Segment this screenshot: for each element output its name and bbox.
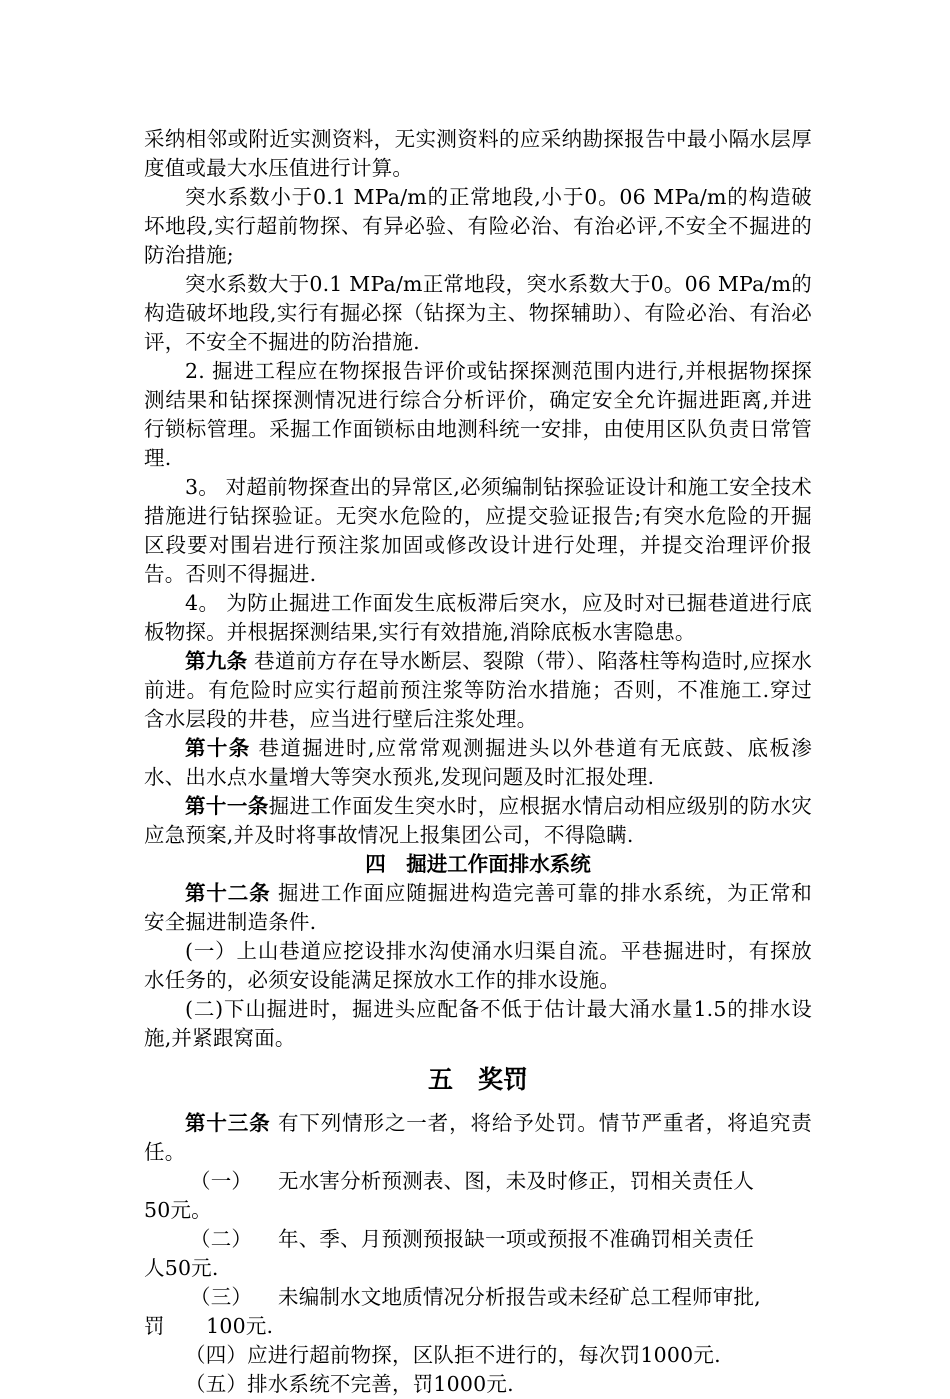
article-13: [144, 1109, 812, 1167]
paragraph: 3。 对超前物探查出的异常区,必须编制钻探验证设计和施工安全技术措施进行钻探验证。无突水危险的，应提交验证报告;有突水危险的开掘区段要对围岩进行预注浆加固或修改设计进行处理，并提交治理评价报告。否则不得掘进.: [144, 475, 812, 586]
article-label: 第十一条: [185, 794, 269, 818]
article-label: 第十条: [185, 736, 251, 760]
penalty-item: [144, 1225, 812, 1254]
document-body: [144, 125, 812, 1399]
article-12: [144, 879, 812, 937]
paragraph: 采纳相邻或附近实测资料，无实测资料的应采纳勘探报告中最小隔水层厚度值或最大水压值进行计算。: [144, 127, 812, 180]
article-text: 掘进工作面应随掘进构造完善可靠的排水系统，为正常和安全掘进制造条件.: [144, 881, 812, 934]
paragraph: (一）上山巷道应挖设排水沟使涌水归渠自流。平巷掘进时，有探放水任务的，必须安设能满足探放水工作的排水设施。: [144, 939, 812, 992]
paragraph: 2. 掘进工程应在物探报告评价或钻探探测范围内进行,并根据物探探测结果和钻探探测情况进行综合分析评价，确定安全允许掘进距离,并进行锁标管理。采掘工作面锁标由地测科统一安排，由使用区队负责日常管理.: [144, 359, 812, 470]
article-label: 第十二条: [185, 881, 271, 905]
item-text: 无水害分析预测表、图，未及时修正，罚相关责任人: [278, 1169, 755, 1193]
section-heading: 五 奖罚: [427, 1065, 528, 1094]
item-text: 年、季、月预测预报缺一项或预报不准确罚相关责任: [278, 1227, 755, 1251]
section-heading: 四 掘进工作面排水系统: [365, 852, 591, 876]
article-10: [144, 734, 812, 792]
article-text: 巷道掘进时,应常常观测掘进头以外巷道有无底鼓、底板渗水、出水点水量增大等突水预兆,发现问题及时汇报处理.: [144, 736, 812, 789]
item-label: （二）: [190, 1227, 253, 1251]
item-label: （一）: [190, 1169, 253, 1193]
article-label: 第十三条: [185, 1111, 271, 1135]
item-continuation: 50元。: [144, 1198, 212, 1222]
paragraph: 突水系数大于0.1 MPa/m正常地段，突水系数大于0。06 MPa/m的构造破坏地段,实行有掘必探（钻探为主、物探辅助）、有险必治、有治必评，不安全不掘进的防治措施.: [144, 272, 812, 354]
item-label: （三）: [190, 1285, 253, 1309]
article-9: [144, 647, 812, 734]
item-text: 未编制水文地质情况分析报告或未经矿总工程师审批,: [278, 1285, 761, 1309]
item-continuation: 人50元.: [144, 1256, 219, 1280]
paragraph: 突水系数小于0.1 MPa/m的正常地段,小于0。06 MPa/m的构造破坏地段,实行超前物探、有异必验、有险必治、有治必评,不安全不掘进的防治措施;: [144, 185, 812, 267]
penalty-item: [144, 1283, 812, 1312]
article-11: [144, 792, 812, 850]
penalty-item: [144, 1167, 812, 1196]
item-continuation: 罚 100元.: [144, 1314, 274, 1338]
paragraph: (二)下山掘进时，掘进头应配备不低于估计最大涌水量1.5的排水设施,并紧跟窝面。: [144, 997, 812, 1050]
article-label: 第九条: [185, 649, 248, 673]
paragraph: 4。 为防止掘进工作面发生底板滞后突水，应及时对已掘巷道进行底板物探。并根据探测结果,实行有效措施,消除底板水害隐患。: [144, 591, 812, 644]
article-text: 掘进工作面发生突水时，应根据水情启动相应级别的防水灾应急预案,并及时将事故情况上报集团公司，不得隐瞒.: [144, 794, 812, 847]
paragraph: （四）应进行超前物探，区队拒不进行的，每次罚1000元.: [185, 1343, 721, 1367]
article-text: 有下列情形之一者，将给予处罚。情节严重者，将追究责任。: [144, 1111, 812, 1164]
article-text: 巷道前方存在导水断层、裂隙（带）、陷落柱等构造时,应探水前进。有危险时应实行超前预注浆等防治水措施；否则，不准施工.穿过含水层段的井巷，应当进行壁后注浆处理。: [144, 649, 812, 731]
paragraph: （五）排水系统不完善，罚1000元.: [185, 1372, 514, 1396]
